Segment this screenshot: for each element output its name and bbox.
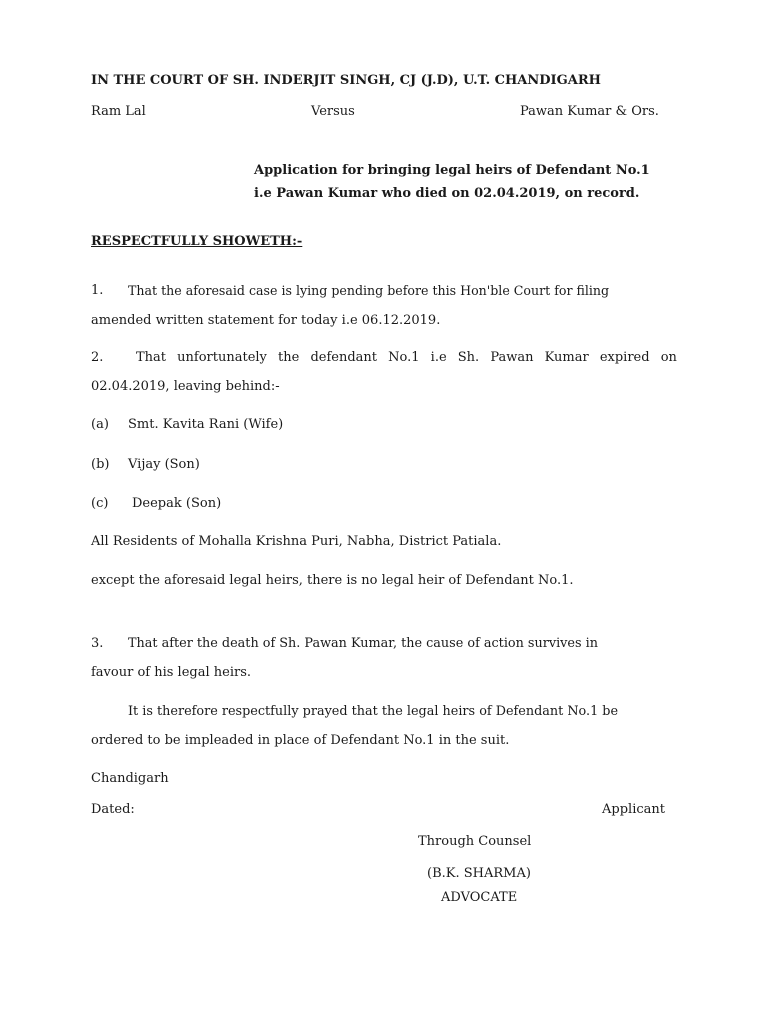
residence-line: All Residents of Mohalla Krishna Puri, Nabha, District Patiala. — [91, 534, 502, 549]
counsel-name: (B.K. SHARMA) — [427, 866, 531, 881]
para1-line1: That the aforesaid case is lying pending before this Hon'ble Court for filing — [128, 283, 610, 298]
para2-word: Sh. — [457, 350, 480, 365]
heir-c-text: Deepak (Son) — [132, 496, 222, 511]
para3-number: 3. — [91, 636, 104, 651]
heir-a-marker: (a) — [91, 417, 109, 432]
heir-b-marker: (b) — [91, 457, 110, 472]
para2-word: That — [136, 350, 167, 365]
heir-a-text: Smt. Kavita Rani (Wife) — [128, 417, 284, 432]
para2-word: on — [660, 350, 677, 365]
showeth-heading: RESPECTFULLY SHOWETH:- — [91, 234, 303, 249]
defendant-name: Pawan Kumar & Ors. — [520, 104, 659, 119]
dated-label: Dated: — [91, 802, 135, 817]
para2-word: defendant — [310, 350, 378, 365]
para2-word: No.1 — [388, 350, 420, 365]
prayer-line1: It is therefore respectfully prayed that the legal heirs of Defendant No.1 be — [128, 704, 619, 719]
versus-label: Versus — [311, 104, 355, 119]
applicant-label: Applicant — [602, 802, 665, 817]
counsel-title: ADVOCATE — [441, 890, 518, 905]
para2-word: the — [278, 350, 300, 365]
para3-line2: favour of his legal heirs. — [91, 665, 252, 680]
para2-word: Pawan — [490, 350, 534, 365]
para3-line1: That after the death of Sh. Pawan Kumar, the cause of action survives in — [128, 636, 598, 651]
para2-word: Kumar — [544, 350, 589, 365]
para2-line2: 02.04.2019, leaving behind:- — [91, 379, 280, 394]
heir-c-marker: (c) — [91, 496, 109, 511]
para2-word: unfortunately — [177, 350, 267, 365]
place-label: Chandigarh — [91, 771, 169, 786]
prayer-line2: ordered to be impleaded in place of Defendant No.1 in the suit. — [91, 733, 510, 748]
through-counsel-label: Through Counsel — [418, 834, 532, 849]
except-line: except the aforesaid legal heirs, there is no legal heir of Defendant No.1. — [91, 573, 574, 588]
para2-number: 2. — [91, 350, 104, 365]
application-title-line2: i.e Pawan Kumar who died on 02.04.2019, on record. — [254, 186, 640, 201]
para2-word: expired — [599, 350, 650, 365]
plaintiff-name: Ram Lal — [91, 104, 146, 119]
para1-number: 1. — [91, 283, 104, 298]
application-title-line1: Application for bringing legal heirs of Defendant No.1 — [254, 163, 650, 178]
para1-line2: amended written statement for today i.e 06.12.2019. — [91, 313, 441, 328]
para2-line1 — [136, 350, 677, 366]
court-heading: IN THE COURT OF SH. INDERJIT SINGH, CJ (J.D), U.T. CHANDIGARH — [91, 73, 601, 88]
heir-b-text: Vijay (Son) — [128, 457, 200, 472]
para2-word: i.e — [430, 350, 447, 365]
